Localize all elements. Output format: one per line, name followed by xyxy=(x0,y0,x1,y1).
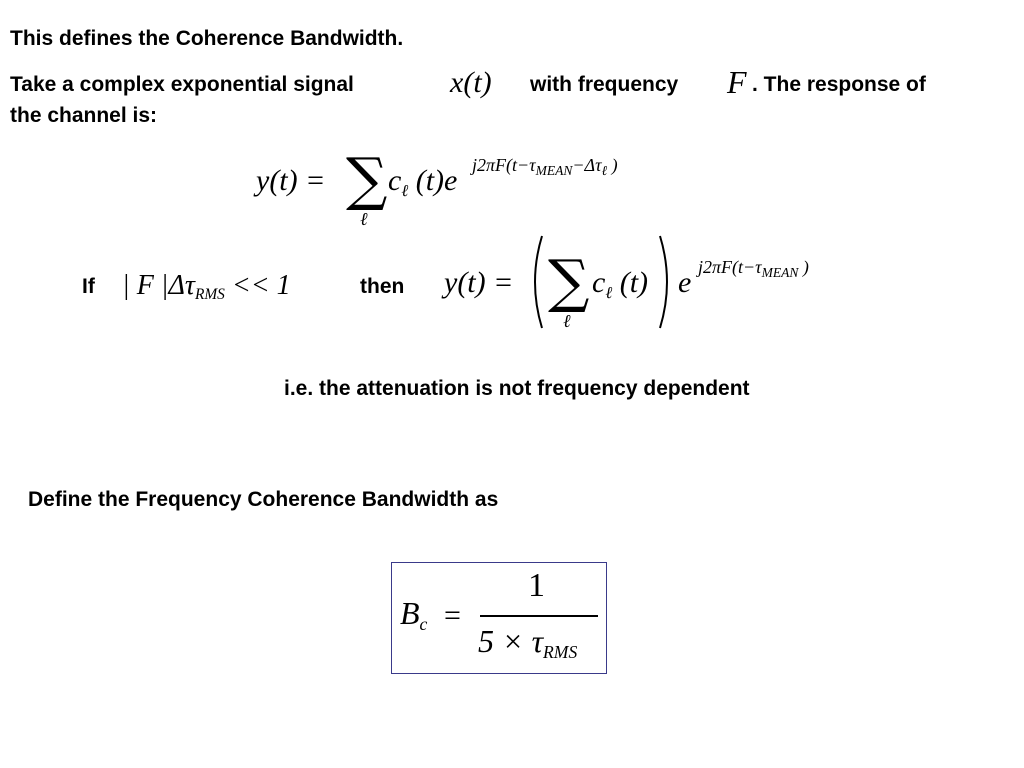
bc-lhs xyxy=(400,595,428,635)
bc-lhs-symbol: B xyxy=(400,595,420,631)
condition-sub: RMS xyxy=(194,286,225,304)
eq2-body xyxy=(592,266,649,302)
bc-denominator-a: 5 × τ xyxy=(478,623,544,659)
eq1-coef: c xyxy=(388,164,402,197)
note-text: i.e. the attenuation is not frequency dependent xyxy=(284,377,750,400)
bc-denominator-sub: RMS xyxy=(543,642,578,663)
sum-symbol: ∑ xyxy=(346,145,388,213)
eq2-exponent xyxy=(698,257,809,280)
eq1-exp-sub: MEAN xyxy=(535,162,573,178)
eq2-sum-symbol: ∑ xyxy=(548,247,590,315)
eq2-lhs: y(t) = xyxy=(444,266,514,299)
signal-expression: x(t) xyxy=(450,66,492,99)
heading-line: This defines the Coherence Bandwidth. xyxy=(10,27,404,50)
eq1-arg: (t)e xyxy=(415,164,458,197)
left-paren xyxy=(526,234,546,330)
eq1-exp-index: ℓ xyxy=(601,162,608,178)
bc-denominator xyxy=(478,623,578,663)
signal-fn: x xyxy=(450,66,464,99)
condition-text-a: | F |Δτ xyxy=(122,270,195,301)
if-label: If xyxy=(82,275,95,298)
eq2-exp-a: j2πF(t−τ xyxy=(698,257,762,277)
bc-lhs-sub: c xyxy=(419,614,428,635)
eq1-coef-index: ℓ xyxy=(401,180,409,200)
eq2-exp-c: ) xyxy=(802,257,809,277)
bc-numerator: 1 xyxy=(528,567,545,604)
eq2-base: e xyxy=(678,266,692,299)
bc-formula-box xyxy=(391,562,607,674)
intro-text-a: Take a complex exponential signal xyxy=(10,73,354,96)
eq2-exp-sub: MEAN xyxy=(761,264,799,280)
intro-text-line3: the channel is: xyxy=(10,104,158,127)
eq1-exp-b: −Δτ xyxy=(572,155,602,175)
right-paren xyxy=(656,234,676,330)
eq2-coef-index: ℓ xyxy=(605,282,613,302)
define-text: Define the Frequency Coherence Bandwidth as xyxy=(28,488,499,511)
eq1-body xyxy=(388,164,458,200)
fraction-line xyxy=(480,615,598,617)
then-label: then xyxy=(360,275,405,298)
condition-expression xyxy=(122,270,291,304)
eq2-coef: c xyxy=(592,266,606,299)
condition-text-b: << 1 xyxy=(224,270,291,301)
frequency-symbol: F xyxy=(727,64,747,100)
eq2-arg: (t) xyxy=(619,266,649,299)
eq1-exp-a: j2πF(t−τ xyxy=(472,155,536,175)
eq2-sum-index: ℓ xyxy=(563,311,571,331)
eq1-exponent xyxy=(472,155,618,178)
signal-arg: t xyxy=(473,66,482,99)
intro-text-b: with frequency xyxy=(530,73,679,96)
bc-equals: = xyxy=(444,599,461,632)
sum-index: ℓ xyxy=(360,209,368,229)
eq1-exp-c: ) xyxy=(611,155,618,175)
eq1-lhs: y(t) = xyxy=(256,164,326,197)
intro-text-c: . The response of xyxy=(752,73,926,96)
